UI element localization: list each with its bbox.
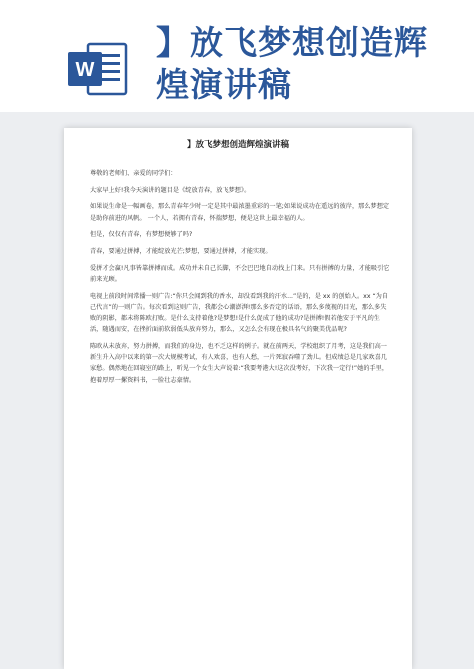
document-page (64, 128, 412, 669)
word-icon (66, 40, 128, 98)
paragraph: 大家早上好!我今天演讲的题目是《绽放青春，放飞梦想》。 (90, 186, 251, 194)
banner (0, 0, 474, 118)
paragraph: 爱拼才会赢!凡事皆靠拼搏而成。成功并未自己长脚，不会巴巴地自动找上门来。只有拼搏的力量，才能吸引它前来光顾。 (90, 264, 390, 283)
banner-title (156, 22, 456, 106)
banner-title-line2: 煌演讲稿 (156, 65, 292, 104)
paragraph: 电视上前段时间常播一则广告:“你只会闻到我的香水，却没看到我的汗水...”是的，是 xx 的创始人。xx “为自己代言”的一则广告。每次看到这则广告，我都会心潮澎湃!那么多否定的话语，那么多蔑视的目光，那么多失败的阴影，都未将陈欧打败。是什么支持着他?是梦想!是什么促成了他的成功?是拼搏!假若他安于平凡的生活，随遇而安，在挫折面前软弱低头放弃努力，那么，又怎么会有现在极具名气的聚美优品呢? (90, 292, 389, 334)
document-body (90, 168, 390, 391)
paragraph: 但是，仅仅有青春，有梦想便够了吗? (90, 231, 193, 239)
banner-title-line1: 】放飞梦想创造辉 (156, 23, 428, 62)
document-title: 】放飞梦想创造辉煌演讲稿 (186, 140, 289, 150)
paragraph: 尊敬的老师们、亲爱的同学们： (90, 170, 177, 177)
paragraph: 陈欧从未放弃，努力拼搏，而我们的身边，也不乏这样的例子。就在前两天，学校组织了月考，这是我们高一新生升入高中以来的第一次大规模考试，有人欢喜，也有人愁，一片死寂吞噬了劲儿。但成绩总是几家欢喜几家愁。偶然地在回寝室的路上，听见一个女生大声说着:“我要考港大!这次没考好，下次我一定行!”她的手里，抱着厚厚一摞资料书，一脸壮志豪情。 (90, 342, 389, 384)
svg-text:W: W (75, 59, 95, 81)
paragraph: 如果说生命是一幅画卷，那么青春年少时一定是其中最浓墨重彩的一笔;如果说成功在遥远的彼岸，那么梦想定是助你前进的风帆。 一个人，若拥有青春，怀揣梦想，便是这世上最幸福的人。 (90, 203, 390, 222)
paragraph: 青春，要通过拼搏，才能绽放光芒;梦想，要通过拼搏，才能实现。 (90, 248, 272, 256)
